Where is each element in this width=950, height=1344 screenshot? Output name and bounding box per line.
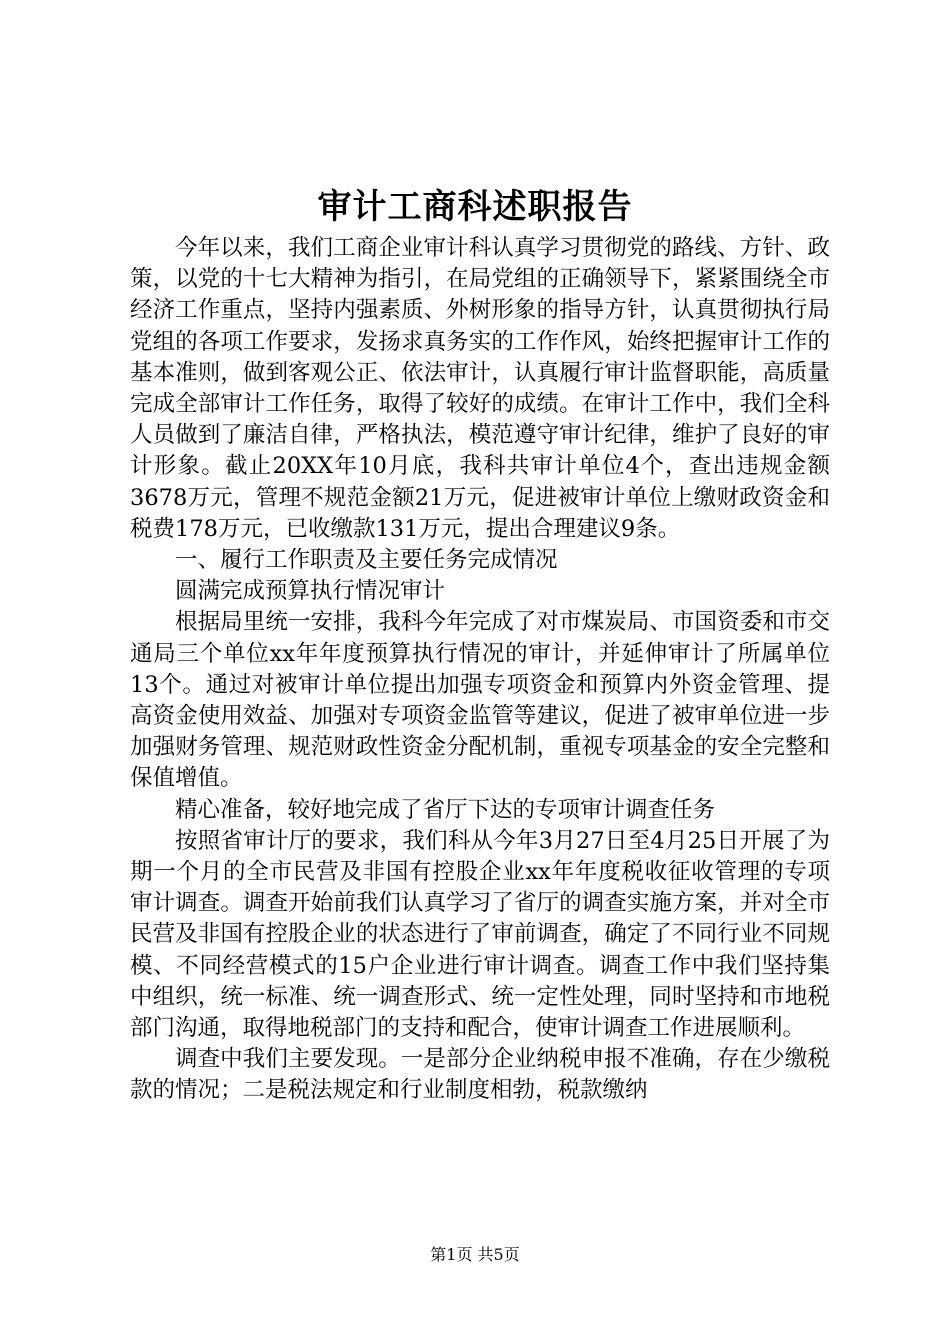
paragraph-intro: 今年以来，我们工商企业审计科认真学习贯彻党的路线、方针、政策，以党的十七大精神为指引，在局党组的正确领导下，紧紧围绕全市经济工作重点，坚持内强素质、外树形象的指导方针，认真贯彻执行局党组的各项工作要求，发扬求真务实的工作作风，始终把握审计工作的基本准则，做到客观公正、依法审计，认真履行审计监督职能，高质量完成全部审计工作任务，取得了较好的成绩。在审计工作中，我们全科人员做到了廉洁自律，严格执法，模范遵守审计纪律，维护了良好的审计形象。截止20XX年10月底，我科共审计单位4个，查出违规金额3678万元，管理不规范金额21万元，促进被审计单位上缴财政资金和税费178万元，已收缴款131万元，提出合理建议9条。 [130,235,830,542]
paragraph-special-audit: 按照省审计厅的要求，我们科从今年3月27日至4月25日开展了为期一个月的全市民营及非国有控股企业xx年年度税收征收管理的专项审计调查。调查开始前我们认真学习了省厅的调查实施方案，并对全市民营及非国有控股企业的状态进行了审前调查，确定了不同行业不同规模、不同经营模式的15户企业进行审计调查。调查工作中我们坚持集中组织，统一标准、统一调查形式、统一定性处理，同时坚持和市地税部门沟通，取得地税部门的支持和配合，使审计调查工作进展顺利。 [130,827,830,1042]
page-footer: 第1页 共5页 [430,1245,520,1264]
paragraph-budget-audit: 根据局里统一安排，我科今年完成了对市煤炭局、市国资委和市交通局三个单位xx年年度预算执行情况的审计，并延伸审计了所属单位13个。通过对被审计单位提出加强专项资金和预算内外资金管理、提高资金使用效益、加强对专项资金监管等建议，促进了被审单位进一步加强财务管理、规范财政性资金分配机制，重视专项基金的安全完整和保值增值。 [130,609,830,792]
section-heading-1: 一、履行工作职责及主要任务完成情况 [175,547,558,574]
document-title: 审计工商科述职报告 [317,187,633,227]
subheading-budget-audit: 圆满完成预算执行情况审计 [175,578,446,605]
paragraph-findings: 调查中我们主要发现。一是部分企业纳税申报不准确，存在少缴税款的情况；二是税法规定和行业制度相勃，税款缴纳 [130,1046,830,1104]
subheading-special-audit: 精心准备，较好地完成了省厅下达的专项审计调查任务 [175,796,716,823]
document-body [130,233,830,1107]
